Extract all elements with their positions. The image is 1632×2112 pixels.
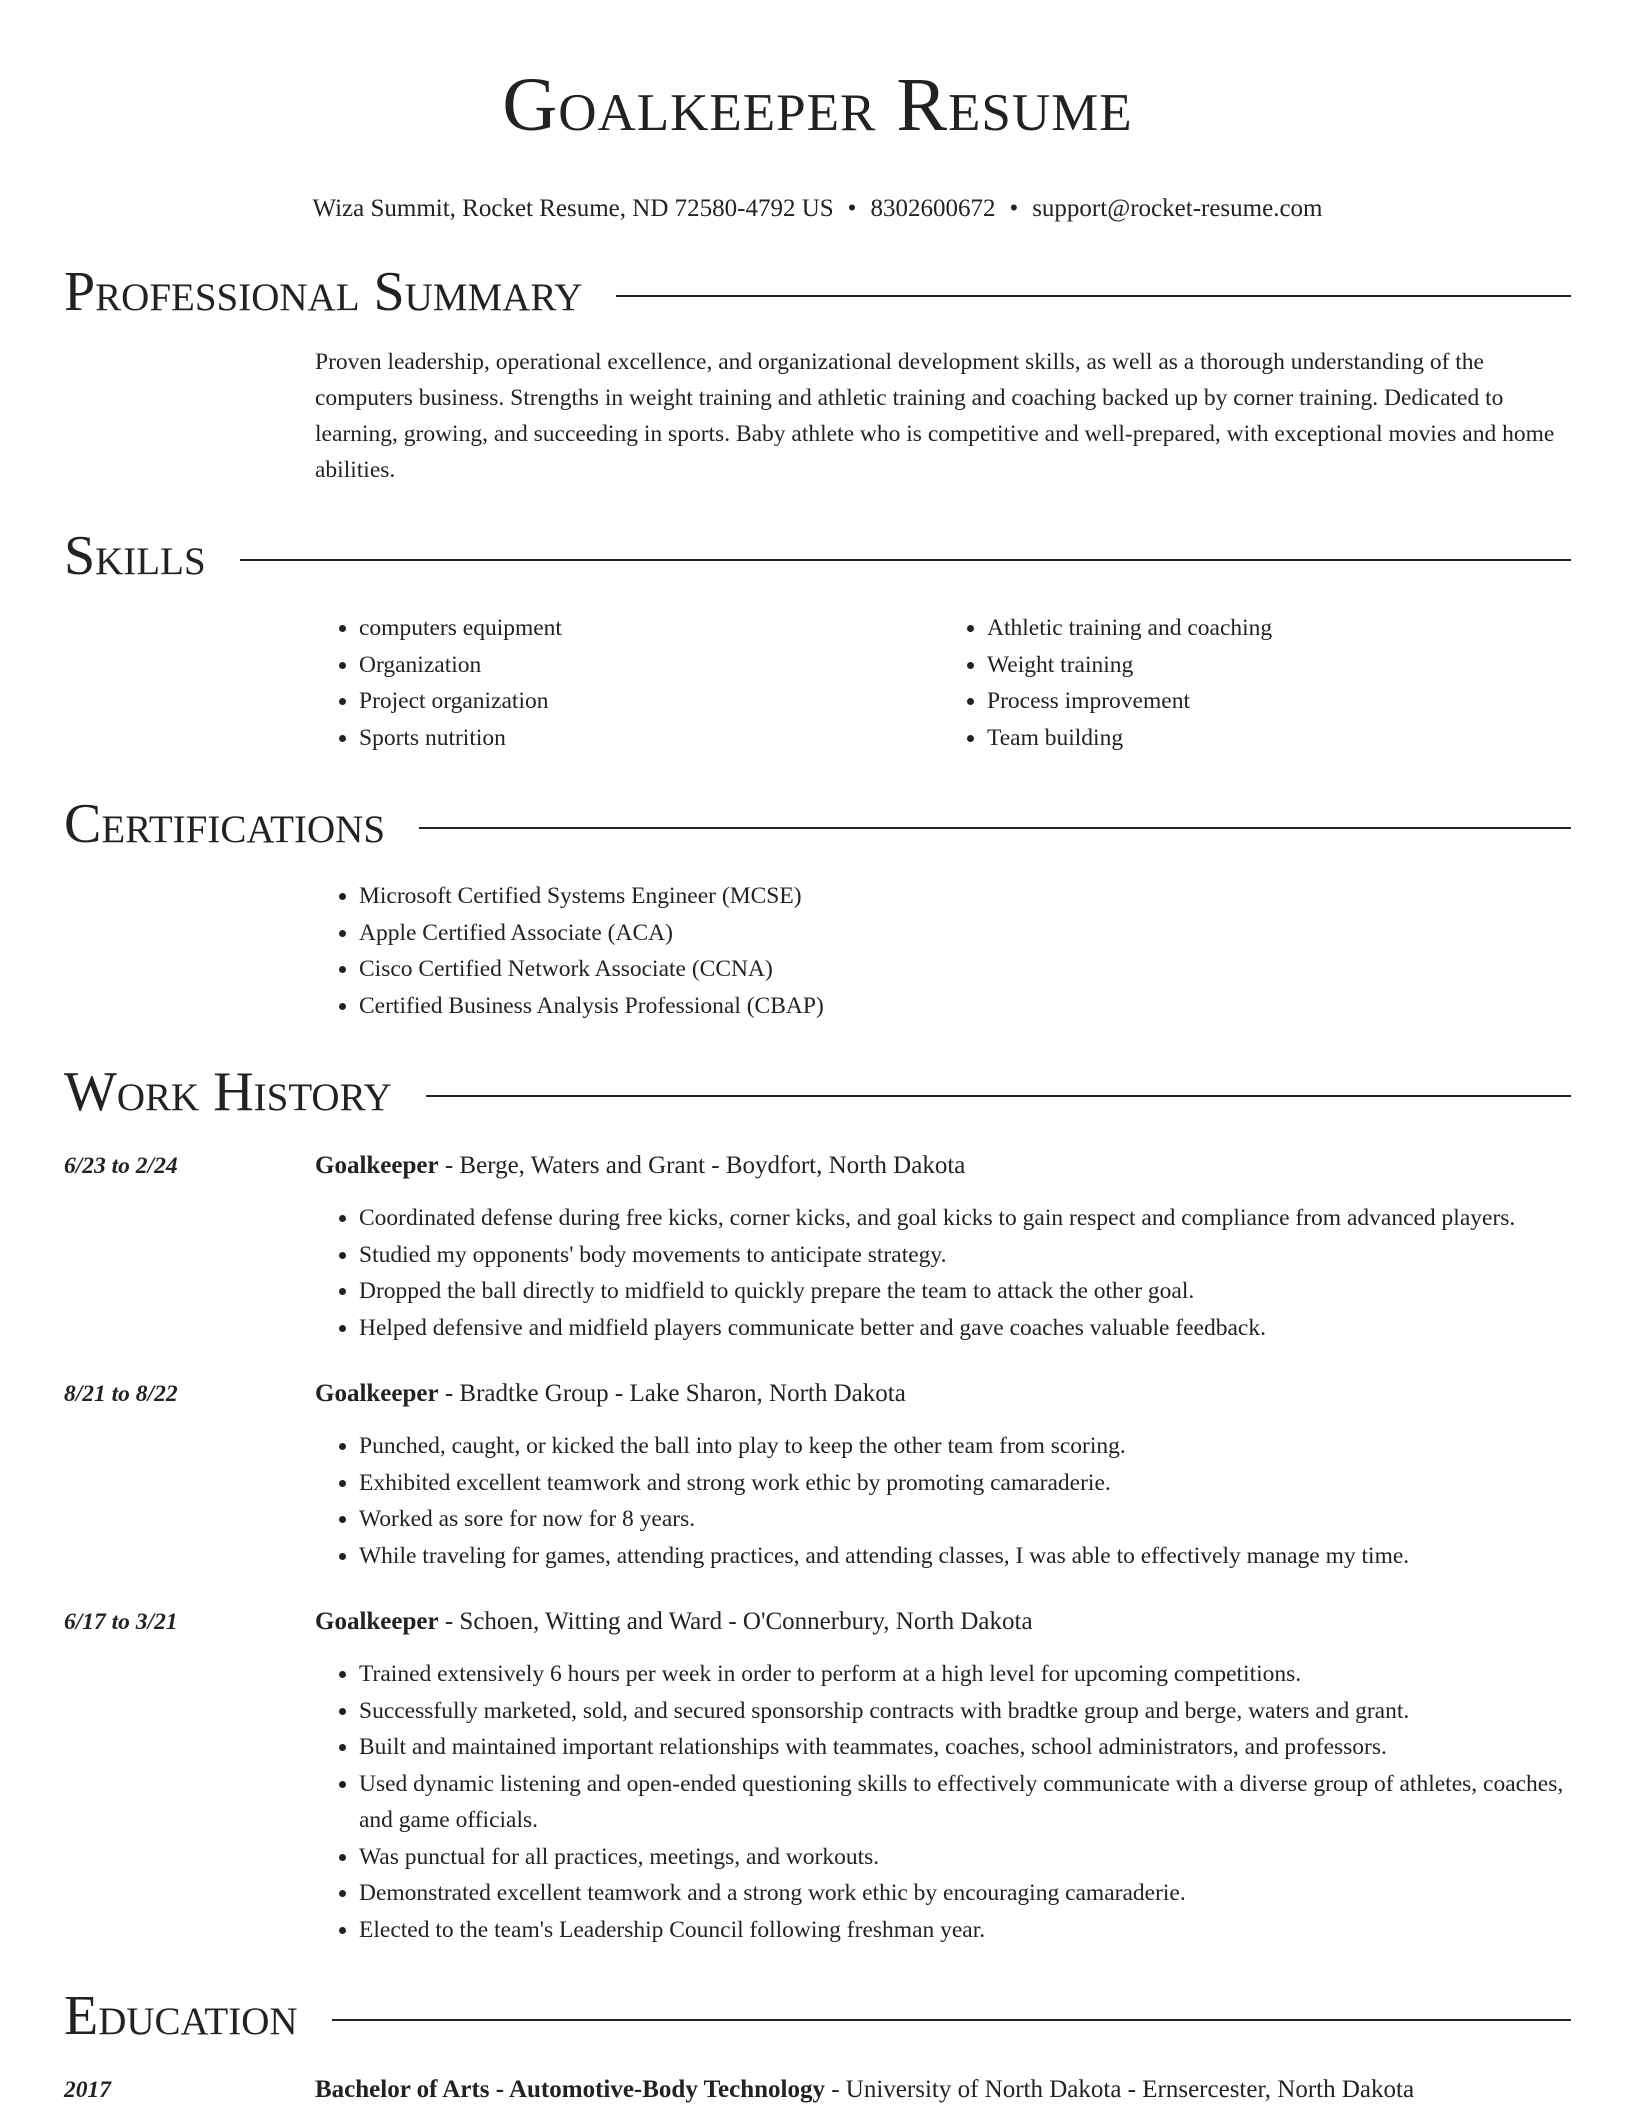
summary-heading: Professional Summary (64, 261, 583, 323)
job-bullet: • Coordinated defense during free kicks, corner kicks, and goal kicks to gain respect and compliance from advanced players. (359, 1200, 1571, 1237)
education-year: 2017 (64, 2077, 111, 2103)
job-bullets (315, 1200, 1571, 1346)
job-bullet: • Successfully marketed, sold, and secured sponsorship contracts with bradtke group and berge, waters and grant. (359, 1693, 1571, 1730)
job-heading (315, 1148, 1571, 1184)
job-bullet: • Exhibited excellent teamwork and strong work ethic by promoting camaraderie. (359, 1465, 1571, 1502)
skill-item: • Process improvement (987, 683, 1571, 720)
education-school: - University of North Dakota - Ernsercester, North Dakota (824, 2076, 1415, 2103)
job-bullet: • Punched, caught, or kicked the ball into play to keep the other team from scoring. (359, 1428, 1571, 1465)
job-bullets (315, 1428, 1571, 1574)
skills-section-header (64, 526, 1571, 586)
work-history-heading: Work History (64, 1061, 392, 1123)
skill-item: • Team building (987, 720, 1571, 757)
contact-address: Wiza Summit, Rocket Resume, ND 72580-4792 US (312, 195, 834, 222)
resume-title: Goalkeeper Resume (502, 63, 1133, 147)
education-degree: Bachelor of Arts - Automotive-Body Technology (315, 2076, 825, 2103)
certifications-list (64, 878, 1571, 1024)
certification-item: • Certified Business Analysis Professional (CBAP) (359, 988, 1571, 1025)
job-bullet: • Trained extensively 6 hours per week in order to perform at a high level for upcoming competitions. (359, 1656, 1571, 1693)
job-employer: - Berge, Waters and Grant - Boydfort, North Dakota (438, 1152, 966, 1179)
skills-column-right (943, 610, 1571, 756)
job-dates: 6/23 to 2/24 (64, 1153, 178, 1179)
job-bullet: • Demonstrated excellent teamwork and a strong work ethic by encouraging camaraderie. (359, 1875, 1571, 1912)
work-history-section-header (64, 1062, 1571, 1122)
job-bullet: • While traveling for games, attending practices, and attending classes, I was able to effectively manage my time. (359, 1538, 1571, 1575)
job-bullet: • Dropped the ball directly to midfield to quickly prepare the team to attack the other goal. (359, 1273, 1571, 1310)
education-details (315, 2072, 1414, 2108)
job-details (315, 1148, 1571, 1346)
contact-phone: 8302600672 (870, 195, 996, 222)
job-bullet: • Worked as sore for now for 8 years. (359, 1501, 1571, 1538)
section-rule (616, 295, 1571, 297)
summary-section-header (64, 262, 1571, 322)
job-details (315, 1604, 1571, 1948)
job-employer: - Schoen, Witting and Ward - O'Connerbury, North Dakota (438, 1608, 1033, 1635)
section-rule (426, 1095, 1571, 1097)
job-bullet: • Elected to the team's Leadership Council following freshman year. (359, 1912, 1571, 1949)
section-rule (332, 2019, 1571, 2021)
job-bullet: • Used dynamic listening and open-ended questioning skills to effectively communicate with a diverse group of athletes, coaches, and game officials. (359, 1766, 1571, 1839)
job-bullets (315, 1656, 1571, 1948)
skills-column-left (315, 610, 943, 756)
skill-item: • computers equipment (359, 610, 943, 647)
job-details (315, 1376, 1571, 1574)
job-bullet: • Built and maintained important relationships with teammates, coaches, school administrators, and professors. (359, 1729, 1571, 1766)
skill-item: • Project organization (359, 683, 943, 720)
skill-item: • Athletic training and coaching (987, 610, 1571, 647)
job-title: Goalkeeper (315, 1608, 439, 1635)
job-dates: 6/17 to 3/21 (64, 1609, 178, 1635)
skills-heading: Skills (64, 525, 206, 587)
job-bullet: • Was punctual for all practices, meetings, and workouts. (359, 1839, 1571, 1876)
certifications-section-header (64, 794, 1571, 854)
job-entry (64, 1604, 1571, 1948)
contact-email: support@rocket-resume.com (1032, 195, 1323, 222)
education-section-header (64, 1986, 1571, 2046)
job-entry (64, 1376, 1571, 1574)
certification-item: • Cisco Certified Network Associate (CCNA) (359, 951, 1571, 988)
job-entry (64, 1148, 1571, 1346)
job-heading (315, 1604, 1571, 1640)
job-title: Goalkeeper (315, 1152, 439, 1179)
education-heading: Education (64, 1985, 298, 2047)
contact-separator: • (847, 195, 857, 222)
job-heading (315, 1376, 1571, 1412)
section-rule (240, 559, 1571, 561)
section-rule (419, 827, 1571, 829)
skill-item: • Weight training (987, 647, 1571, 684)
skills-list (64, 610, 1571, 756)
certification-item: • Apple Certified Associate (ACA) (359, 915, 1571, 952)
skill-item: • Organization (359, 647, 943, 684)
skill-item: • Sports nutrition (359, 720, 943, 757)
contact-separator: • (1009, 195, 1019, 222)
job-bullet: • Studied my opponents' body movements to anticipate strategy. (359, 1237, 1571, 1274)
certifications-heading: Certifications (64, 793, 386, 855)
certification-item: • Microsoft Certified Systems Engineer (MCSE) (359, 878, 1571, 915)
job-employer: - Bradtke Group - Lake Sharon, North Dakota (438, 1380, 906, 1407)
job-dates: 8/21 to 8/22 (64, 1381, 178, 1407)
job-title: Goalkeeper (315, 1380, 439, 1407)
job-bullet: • Helped defensive and midfield players communicate better and gave coaches valuable feedback. (359, 1310, 1571, 1347)
contact-line (64, 194, 1571, 224)
education-entry (64, 2072, 1571, 2108)
summary-text: Proven leadership, operational excellence, and organizational development skills, as well as a thorough understanding of the computers business. Strengths in weight training and athletic training and coaching backed up by corner training. Dedicated to learning, growing, and succeeding in sports. Baby athlete who is competitive and well-prepared, with exceptional movies and home abilities. (315, 349, 1555, 483)
